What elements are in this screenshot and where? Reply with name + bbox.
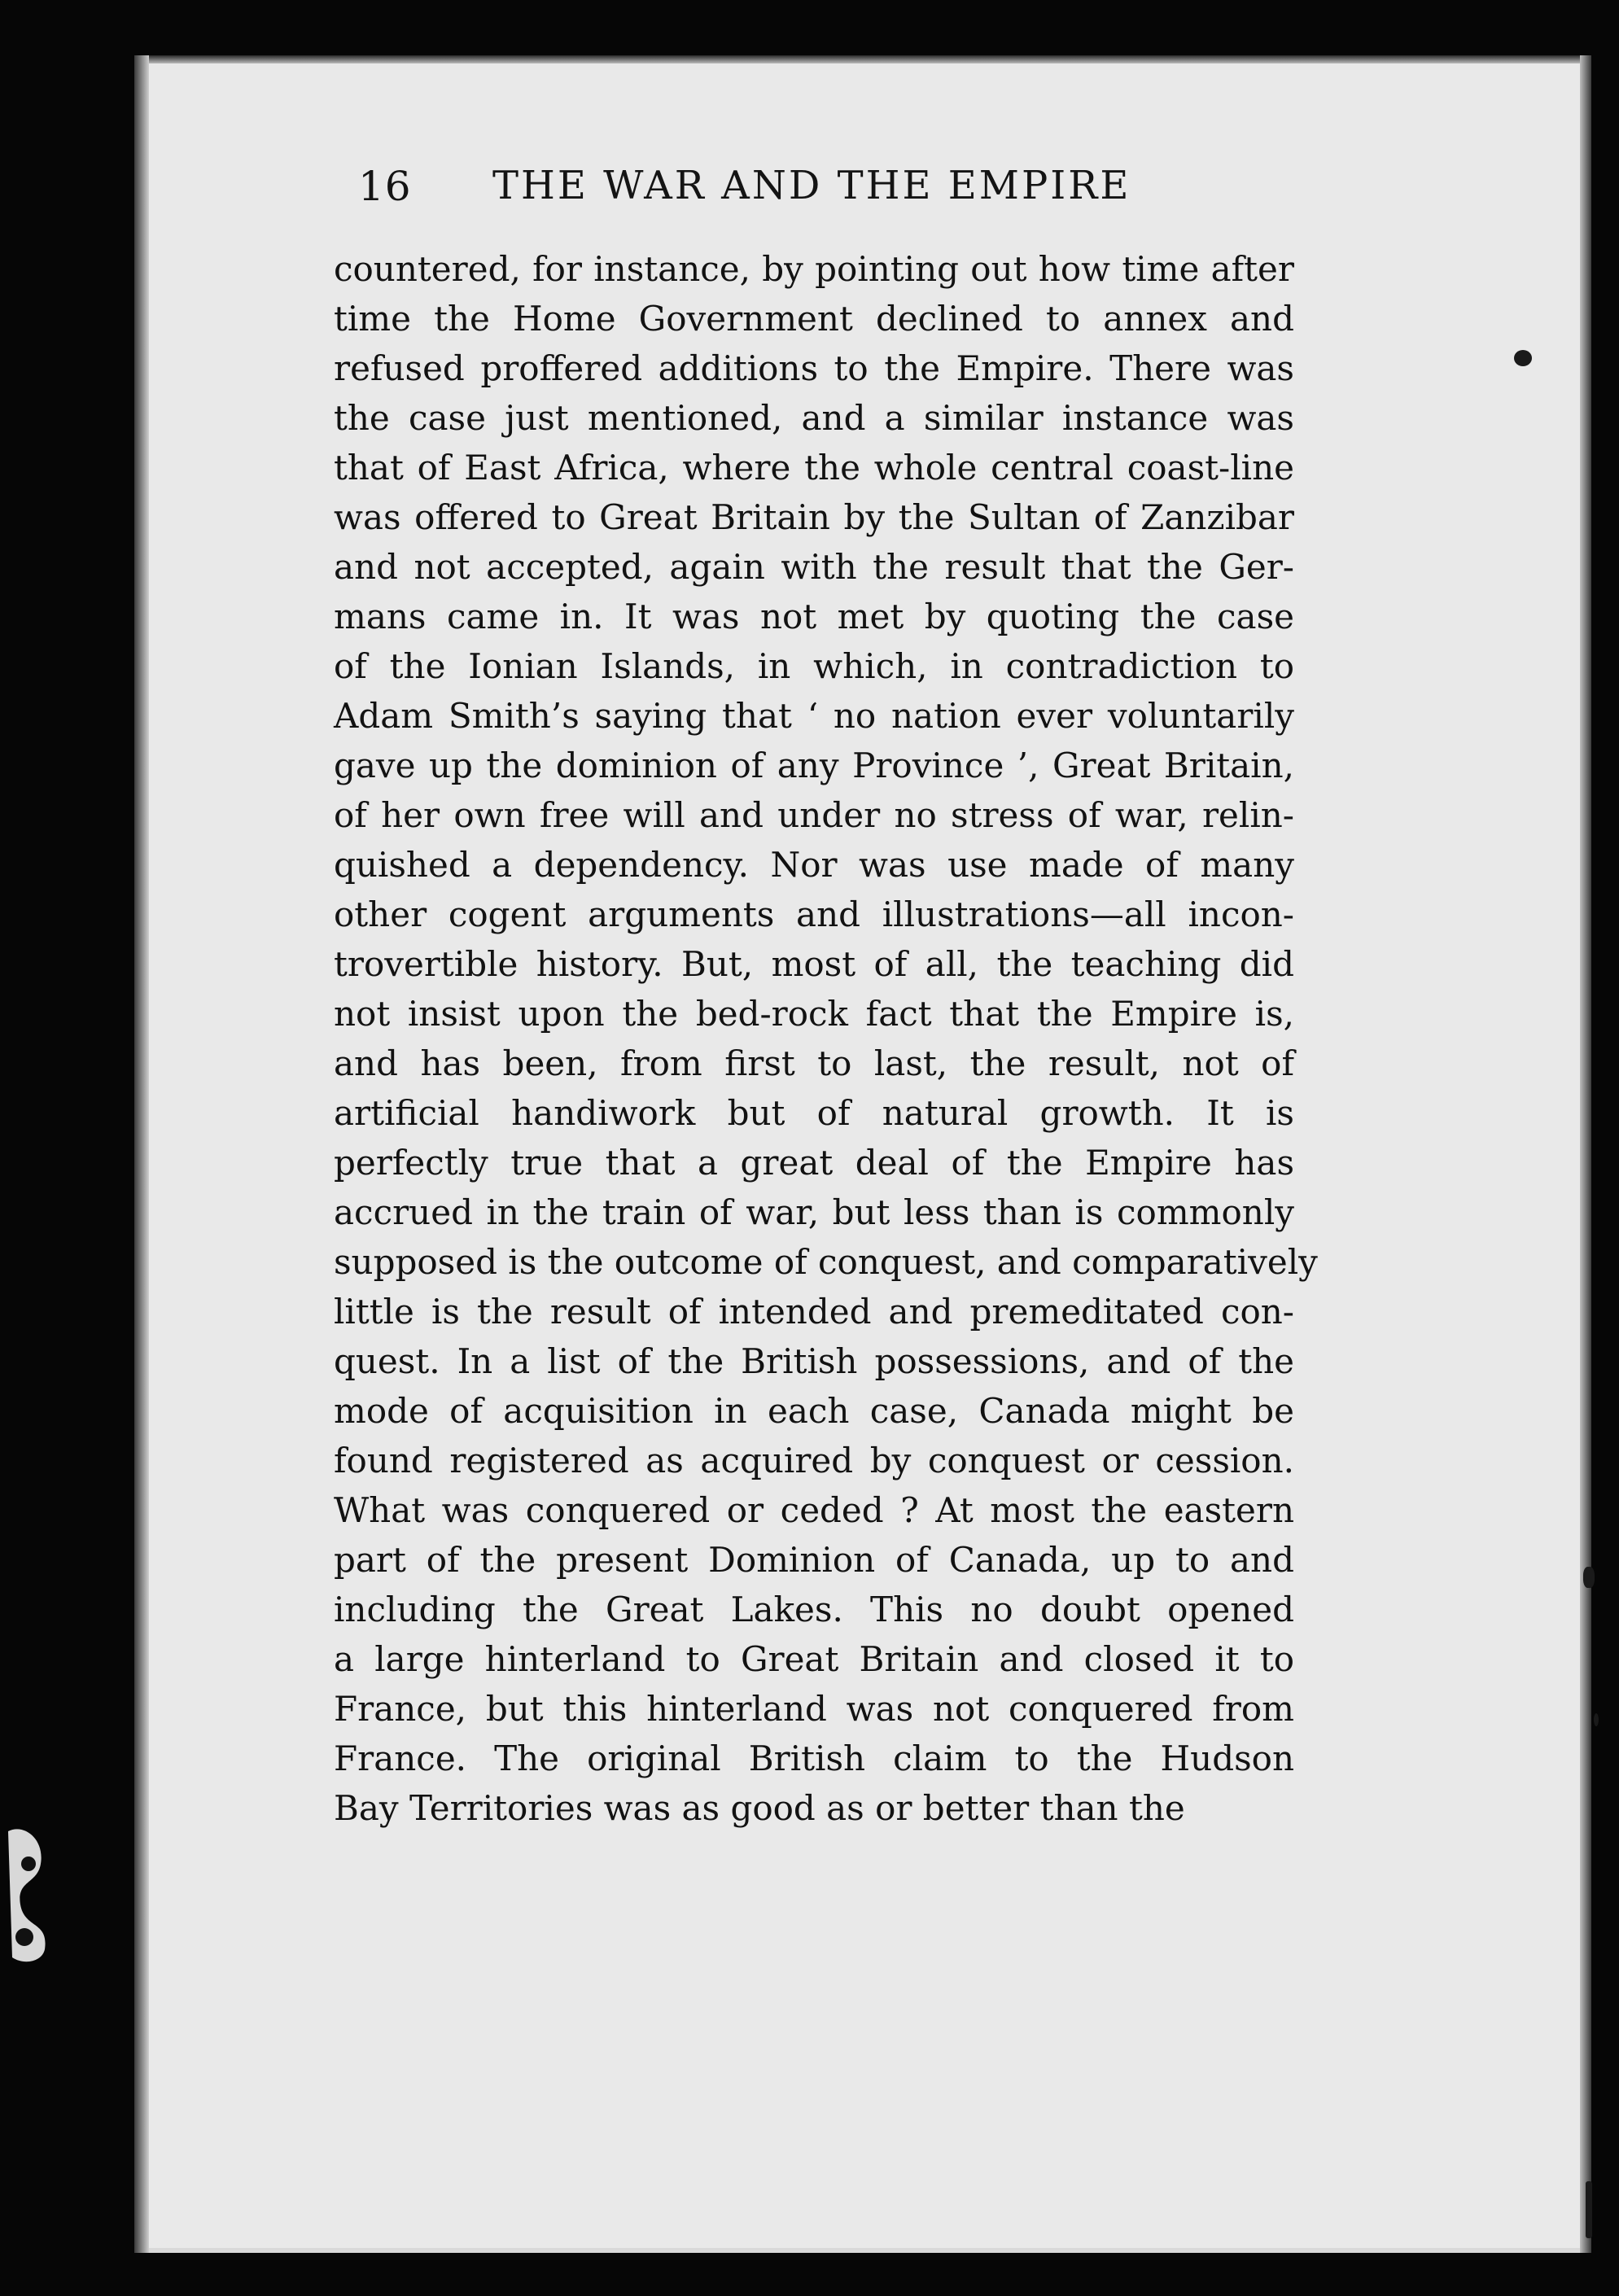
text-line: France, but this hinterland was not conquered from bbox=[334, 1689, 1294, 1729]
text-line: found registered as acquired by conquest or cession. bbox=[334, 1441, 1294, 1480]
text-line: of her own free will and under no stress of war, relin- bbox=[334, 795, 1294, 835]
text-line: other cogent arguments and illustrations—all incon- bbox=[334, 894, 1294, 934]
text-line: Adam Smith’s saying that ‘ no nation ever voluntarily bbox=[334, 696, 1294, 736]
page-header bbox=[358, 163, 1286, 236]
text-line: Bay Territories was as good as or better than the bbox=[334, 1788, 1185, 1828]
text-line: perfectly true that a great deal of the Empire has bbox=[334, 1143, 1294, 1183]
ink-speck bbox=[1594, 1713, 1599, 1726]
text-line: time the Home Government declined to annex and bbox=[334, 299, 1294, 339]
ink-speck bbox=[1583, 1567, 1595, 1588]
page-edge-shadow bbox=[134, 55, 149, 2253]
text-line: trovertible history. But, most of all, the teaching did bbox=[334, 944, 1294, 984]
text-line: mode of acquisition in each case, Canada might be bbox=[334, 1391, 1294, 1431]
text-line: accrued in the train of war, but less than is commonly bbox=[334, 1192, 1294, 1232]
page-number: 16 bbox=[358, 163, 412, 210]
text-line: little is the result of intended and premeditated con- bbox=[334, 1292, 1294, 1332]
text-line: quest. In a list of the British possessions, and of the bbox=[334, 1341, 1294, 1381]
text-line: mans came in. It was not met by quoting the case bbox=[334, 597, 1294, 636]
text-line: and not accepted, again with the result that the Ger- bbox=[334, 547, 1294, 587]
text-line: part of the present Dominion of Canada, up to and bbox=[334, 1540, 1294, 1580]
text-line: was offered to Great Britain by the Sultan of Zanzibar bbox=[334, 497, 1294, 537]
text-line: of the Ionian Islands, in which, in contradiction to bbox=[334, 646, 1294, 686]
text-line: including the Great Lakes. This no doubt opened bbox=[334, 1590, 1294, 1629]
text-line: France. The original British claim to the Hudson bbox=[334, 1738, 1294, 1778]
text-line: gave up the dominion of any Province ’, Great Britain, bbox=[334, 746, 1294, 785]
text-line: that of East Africa, where the whole central coast-line bbox=[334, 448, 1294, 488]
ink-speck bbox=[1586, 2181, 1592, 2238]
text-line: the case just mentioned, and a similar instance was bbox=[334, 398, 1294, 438]
text-line: refused proffered additions to the Empire. There was bbox=[334, 348, 1294, 388]
text-line: a large hinterland to Great Britain and closed it to bbox=[334, 1639, 1294, 1679]
ink-speck bbox=[1514, 350, 1532, 366]
text-line: artificial handiwork but of natural growth. It is bbox=[334, 1093, 1294, 1133]
running-head: THE WAR AND THE EMPIRE bbox=[492, 163, 1131, 208]
text-line: quished a dependency. Nor was use made of many bbox=[334, 845, 1294, 885]
text-line: countered, for instance, by pointing out how time after bbox=[334, 249, 1294, 289]
body-text bbox=[334, 244, 1318, 1833]
binding-blot bbox=[0, 1815, 57, 1970]
text-line: supposed is the outcome of conquest, and comparatively bbox=[334, 1242, 1318, 1282]
text-line: not insist upon the bed-rock fact that the Empire is, bbox=[334, 994, 1294, 1034]
text-line: What was conquered or ceded ? At most the eastern bbox=[334, 1490, 1294, 1530]
text-line: and has been, from first to last, the result, not of bbox=[334, 1043, 1294, 1083]
